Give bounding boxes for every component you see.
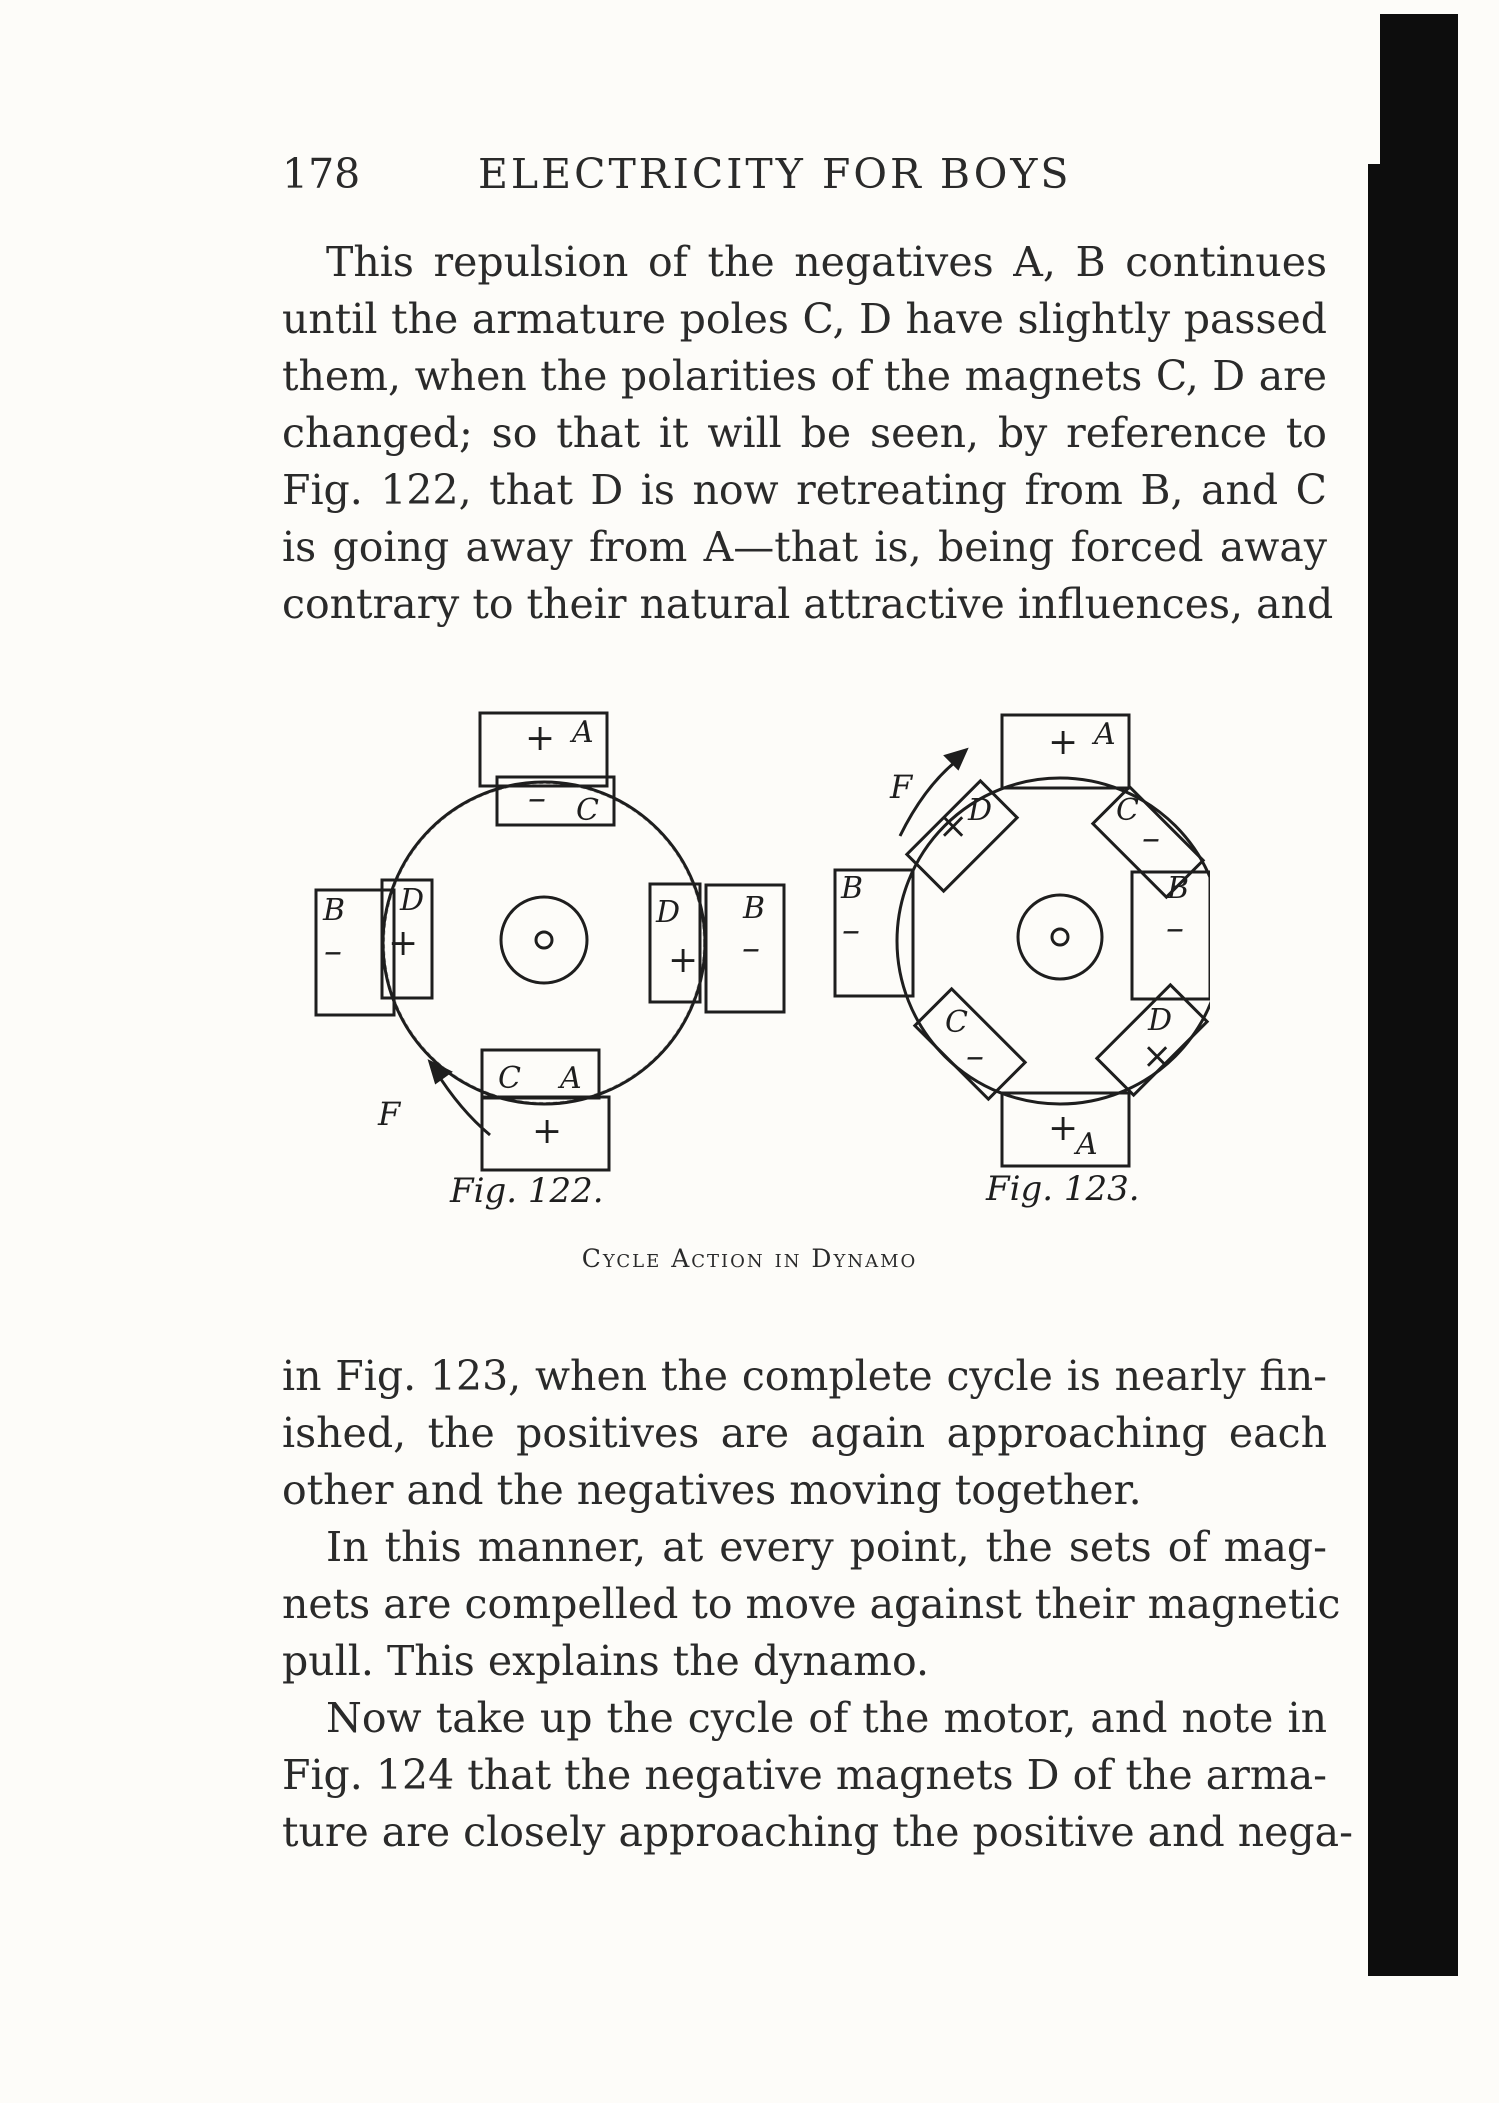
fig123-field-left-letter: B bbox=[841, 871, 864, 906]
text-line: pull. This explains the dynamo. bbox=[282, 1637, 929, 1685]
figure-caption: Cycle Action in Dynamo bbox=[581, 1244, 918, 1273]
fig123-field-right-sign: – bbox=[1166, 908, 1184, 949]
text-line: other and the negatives moving together. bbox=[282, 1466, 1142, 1514]
paragraph-2 bbox=[282, 1348, 1327, 1519]
fig122-arrow-label: F bbox=[378, 1095, 401, 1133]
fig123-arm-lr-letter: D bbox=[1148, 1003, 1173, 1038]
fig123-arm-ll-sign: – bbox=[966, 1036, 984, 1077]
fig122-field-left-sign: – bbox=[324, 931, 342, 972]
fig122-arm-top-sign: – bbox=[528, 778, 546, 819]
fig123-field-top-sign: + bbox=[1048, 722, 1079, 763]
fig123-label: Fig. 123. bbox=[986, 1169, 1140, 1209]
text-line: in Fig. 123, when the complete cycle is nearly fin- bbox=[282, 1352, 1327, 1400]
paragraph-4 bbox=[282, 1690, 1353, 1861]
paragraph-1 bbox=[282, 234, 1334, 633]
fig123-field-bottom-sign: + bbox=[1048, 1108, 1079, 1149]
paragraph-3 bbox=[282, 1519, 1341, 1690]
fig122-field-left-letter: B bbox=[323, 893, 346, 928]
dynamo-figure bbox=[290, 690, 1210, 1230]
page-header bbox=[282, 150, 1342, 210]
text-line: In this manner, at every point, the sets of mag- bbox=[326, 1523, 1327, 1571]
shaft bbox=[536, 932, 552, 948]
page-number: 178 bbox=[282, 150, 361, 198]
fig123-arm-ul-sign: × bbox=[938, 806, 969, 847]
fig123-field-top-letter: A bbox=[1094, 717, 1116, 752]
fig123-arm-ll-letter: C bbox=[945, 1005, 968, 1040]
fig123-arm-ul-letter: D bbox=[968, 793, 993, 828]
page-edge-shadow bbox=[1368, 14, 1458, 1976]
fig123-arrow-label: F bbox=[890, 768, 913, 806]
shaft-hub bbox=[501, 897, 587, 983]
fig123-field-bottom-letter: A bbox=[1076, 1127, 1098, 1162]
text-line: Now take up the cycle of the motor, and note in bbox=[326, 1694, 1327, 1742]
fig122-field-bottom-sign: + bbox=[532, 1111, 563, 1152]
fig122-arm-left-sign: + bbox=[388, 923, 419, 964]
running-title: ELECTRICITY FOR BOYS bbox=[478, 150, 1072, 198]
fig123-arm-ur-letter: C bbox=[1116, 793, 1139, 828]
shaft-hub bbox=[1018, 895, 1102, 979]
fig123-arm-ur-sign: – bbox=[1142, 818, 1160, 859]
fig123-field-left-sign: – bbox=[842, 910, 860, 951]
fig122-arm-right-sign: + bbox=[668, 940, 699, 981]
text-line: changed; so that it will be seen, by reference to bbox=[282, 409, 1327, 457]
fig122-field-right-sign: – bbox=[742, 928, 760, 969]
text-line: until the armature poles C, D have slightly passed bbox=[282, 295, 1327, 343]
fig123-field-right-letter: B bbox=[1167, 871, 1190, 906]
fig122-field-top-sign: + bbox=[525, 718, 556, 759]
text-line: Fig. 124 that the negative magnets D of the arma- bbox=[282, 1751, 1327, 1799]
text-line: contrary to their natural attractive influences, and bbox=[282, 580, 1334, 628]
fig122-arm-right-letter: D bbox=[656, 895, 681, 930]
text-line: ished, the positives are again approaching each bbox=[282, 1409, 1327, 1457]
fig122-arm-bottom-sign: _ bbox=[532, 1058, 550, 1099]
text-line: nets are compelled to move against their magnetic bbox=[282, 1580, 1341, 1628]
text-line: Fig. 122, that D is now retreating from B, and C bbox=[282, 466, 1327, 514]
fig122-arm-top-letter: C bbox=[576, 793, 599, 828]
shaft bbox=[1052, 929, 1068, 945]
text-line: is going away from A—that is, being forced away bbox=[282, 523, 1327, 571]
fig122-arm-left-letter: D bbox=[400, 883, 425, 918]
fig122-arm-bottom-letter-c: C bbox=[498, 1061, 521, 1096]
text-line: This repulsion of the negatives A, B continues bbox=[326, 238, 1327, 286]
fig123-arm-lr-sign: × bbox=[1142, 1036, 1173, 1077]
fig122-arm-bottom-letter-a: A bbox=[560, 1061, 582, 1096]
fig122-label: Fig. 122. bbox=[450, 1171, 604, 1211]
fig122-field-top-letter: A bbox=[572, 715, 594, 750]
fig122-field-right-letter: B bbox=[743, 891, 766, 926]
page-edge-gap bbox=[1368, 14, 1380, 164]
text-line: them, when the polarities of the magnets C, D are bbox=[282, 352, 1327, 400]
text-line: ture are closely approaching the positive and nega- bbox=[282, 1808, 1353, 1856]
